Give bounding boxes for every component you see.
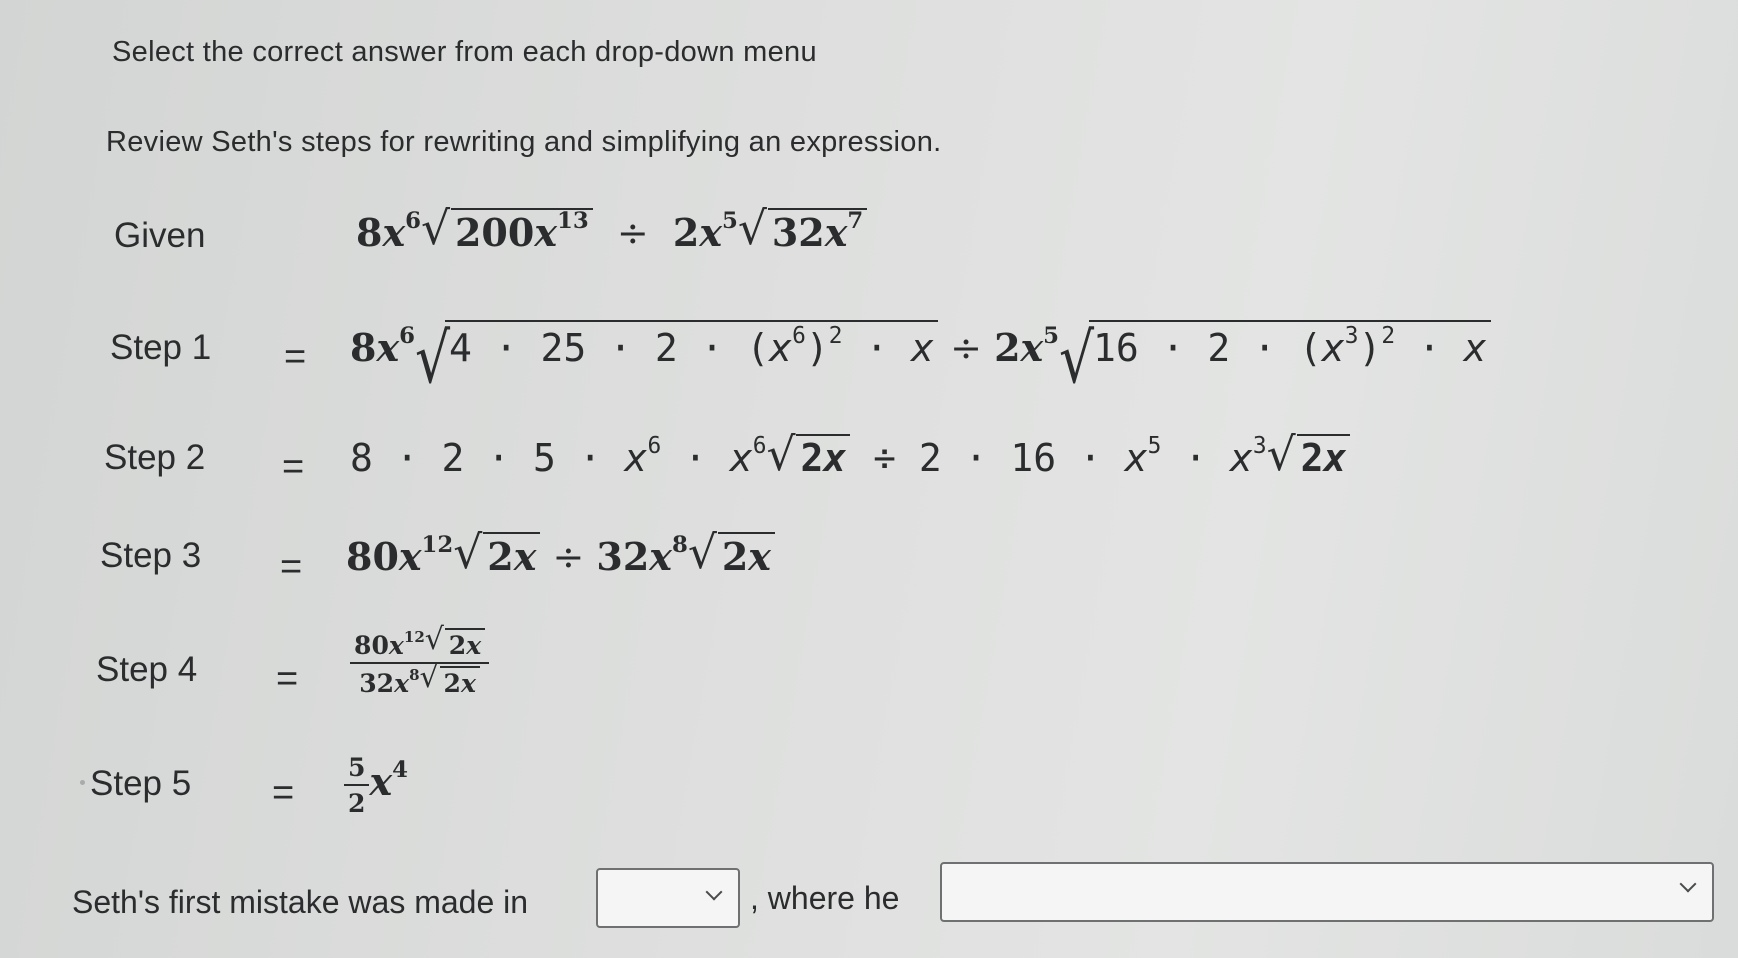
instruction-text: Select the correct answer from each drop-down menu xyxy=(112,36,817,68)
equals-sign: = xyxy=(272,772,295,814)
step-label-4: Step 4 xyxy=(96,650,198,689)
equals-sign: = xyxy=(284,336,307,378)
step-label-5: Step 5 xyxy=(90,764,192,803)
bullet-mark xyxy=(80,780,85,785)
step-dropdown[interactable] xyxy=(596,868,740,928)
step-label-given: Given xyxy=(114,216,206,255)
equals-sign: = xyxy=(276,658,299,700)
step-label-2: Step 2 xyxy=(104,438,206,477)
prompt-text: Review Seth's steps for rewriting and simplifying an expression. xyxy=(106,126,942,158)
expression-given-render: $8x^6√$ $200x^{13} \div 2x^5√$ $32x^7$ xyxy=(356,211,867,255)
expression-step-1: $8x^6√$ $4 \cdot 25 \cdot 2 \cdot (x^6)^2 \cdot x \div 2x^5√$ $16 \cdot 2 \cdot (x^3)^2 \cdot x$ xyxy=(350,320,1491,370)
expression-step-2: $8 \cdot 2 \cdot 5 \cdot x^6 \cdot x^6√$ $2x \div 2 \cdot 16 \cdot x^5 \cdot x^3√$ 2x xyxy=(350,434,1350,480)
answer-mid: , where he xyxy=(750,880,900,916)
expression-step-4: $\frac{80x^{12}√ 2x}{32x^8√ 2x}$ xyxy=(350,628,489,698)
mistake-dropdown[interactable] xyxy=(940,862,1714,922)
answer-prefix: Seth's first mistake was made in xyxy=(72,884,529,920)
expression-step-5: $\frac{5}{2}$ $x^4$ xyxy=(344,752,408,818)
step-label-1: Step 1 xyxy=(110,328,212,367)
equals-sign: = xyxy=(280,546,303,588)
chevron-down-icon xyxy=(706,884,723,901)
expression-step-3: $80x^{12}√$ $2x \div 32x^8√$ 2x xyxy=(346,532,775,579)
step-label-3: Step 3 xyxy=(100,536,202,575)
chevron-down-icon xyxy=(1680,876,1697,893)
expression-given xyxy=(356,208,867,255)
equals-sign: = xyxy=(282,446,305,488)
